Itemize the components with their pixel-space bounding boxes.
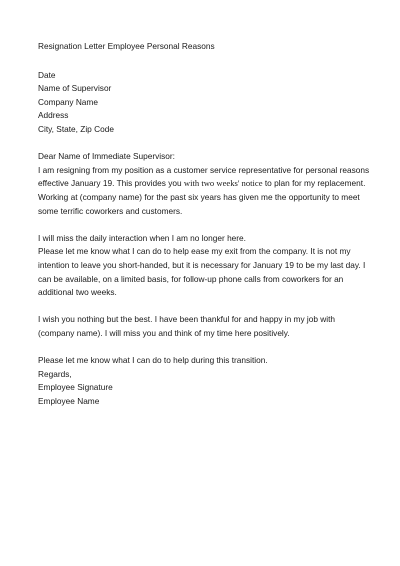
closing-line: Please let me know what I can do to help during this transition. [38, 355, 268, 366]
document-title: Resignation Letter Employee Personal Reasons [38, 41, 215, 51]
paragraph-1-line-2-end: to plan for my replacement. [262, 178, 366, 189]
address-supervisor-name: Name of Supervisor [38, 83, 112, 94]
address-company-name: Company Name [38, 96, 98, 107]
paragraph-1-line-2 [38, 177, 380, 191]
address-block [38, 69, 380, 137]
paragraph-2-line-3: intention to leave you short-handed, but it is necessary for January 19 to be my last day. I [38, 259, 366, 270]
paragraph-2 [38, 232, 380, 300]
paragraph-1 [38, 150, 380, 218]
paragraph-2-line-1: I will miss the daily interaction when I am no longer here. [38, 232, 246, 243]
paragraph-3 [38, 313, 380, 340]
address-street: Address [38, 110, 69, 121]
paragraph-1-line-3: Working at (company name) for the past six years has given me the opportunity to meet [38, 191, 360, 202]
paragraph-2-line-2: Please let me know what I can do to help ease my exit from the company. It is not my [38, 246, 351, 257]
paragraph-3-line-2: (company name). I will miss you and think of my time here positively. [38, 327, 290, 338]
address-city-state-zip: City, State, Zip Code [38, 123, 114, 134]
paragraph-1-line-1: I am resigning from my position as a customer service representative for personal reasons [38, 164, 370, 175]
paragraph-2-line-4: can be available, on a limited basis, for follow-up phone calls from coworkers for an [38, 273, 344, 284]
closing-employee-name: Employee Name [38, 395, 100, 406]
closing-block [38, 354, 380, 408]
paragraph-1-line-2-notice: with two weeks' notice [183, 178, 263, 189]
paragraph-1-line-2-start: effective January 19. This provides you [38, 178, 184, 189]
closing-regards: Regards, [38, 368, 72, 379]
paragraph-3-line-1: I wish you nothing but the best. I have been thankful for and happy in my job with [38, 314, 336, 325]
paragraph-2-line-5: additional two weeks. [38, 287, 117, 298]
salutation: Dear Name of Immediate Supervisor: [38, 151, 175, 162]
closing-signature: Employee Signature [38, 382, 113, 393]
paragraph-1-line-4: some terrific coworkers and customers. [38, 205, 183, 216]
address-date: Date [38, 69, 56, 80]
